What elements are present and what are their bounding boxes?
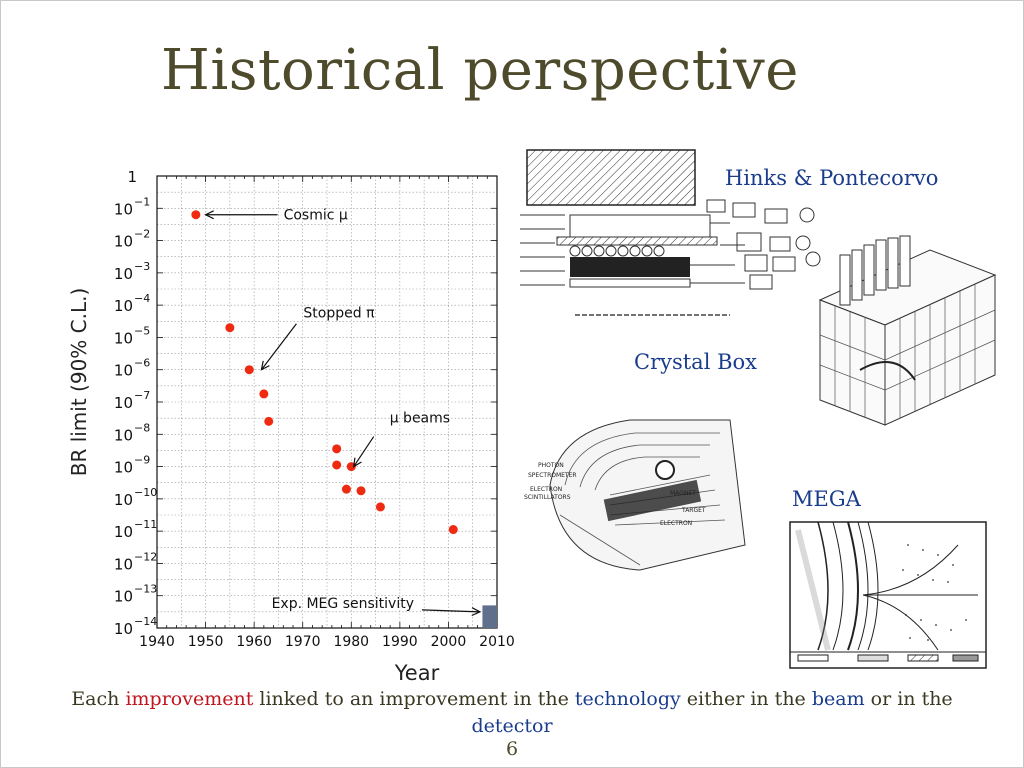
y-tick-label: 10 [113,200,133,219]
mega-label: MEGA [792,487,861,511]
annotation-label: μ beams [389,410,451,427]
data-point [357,486,366,495]
y-tick-label: 10 [113,232,133,251]
annotation-arrow [354,437,374,467]
y-tick-exponent: −6 [134,356,151,370]
y-tick-exponent: −13 [134,582,158,596]
y-tick-exponent: −1 [134,195,151,209]
y-tick-label: 10 [113,394,133,412]
x-tick-label: 1980 [333,634,370,650]
chart-grid [157,176,497,628]
annotations [206,208,480,616]
caption-part-2: linked to an improvement in the [253,688,575,710]
x-tick-label: 1940 [139,634,175,650]
crystal-box-detector-image [520,395,765,580]
crystal-box-label: Crystal Box [634,350,758,374]
y-tick-exponent: −11 [134,518,158,532]
y-tick-exponent: −7 [134,389,151,402]
mega-event-display-image [788,520,988,670]
svg-text:ELECTRON: ELECTRON [530,486,563,493]
annotation-label: Stopped π [303,305,375,322]
annotation-arrow [261,324,296,370]
svg-text:TARGET: TARGET [682,507,706,514]
data-point [342,485,351,494]
svg-text:SPECTROMETER: SPECTROMETER [528,472,577,479]
y-tick-label: 10 [113,297,133,316]
y-tick-label: 10 [113,490,133,509]
y-tick-label: 10 [113,620,133,638]
x-tick-label: 2000 [430,634,467,650]
y-tick-exponent: −5 [134,324,151,338]
caption-part-4: or in the [864,688,953,710]
y-tick-exponent: −8 [134,421,151,435]
y-tick-exponent: −2 [134,227,151,241]
data-point [376,502,385,511]
y-tick-exponent: −3 [134,259,151,273]
y-tick-label: 10 [113,458,133,477]
br-limit-chart [60,160,515,690]
y-tick-exponent: −9 [134,453,151,467]
data-point [245,365,254,374]
annotation-label: Exp. MEG sensitivity [271,595,414,612]
svg-text:SCINTILLATORS: SCINTILLATORS [524,494,571,501]
caption-beam: beam [811,688,865,710]
svg-text:ELECTRON: ELECTRON [660,520,693,527]
slide-title: Historical perspective [161,38,799,103]
data-point [225,323,234,332]
mega-detector-3d-image [780,230,1020,470]
y-tick-label: 1 [127,168,137,186]
slide-caption [60,686,964,740]
data-point [449,525,458,534]
x-tick-labels [139,634,515,650]
annotation-label: Cosmic μ [283,207,348,224]
x-tick-label: 1950 [187,634,224,650]
data-point [191,210,200,219]
annotation-arrowhead [354,458,362,467]
caption-part-3: either in the [680,688,812,710]
y-tick-exponent: −14 [134,615,158,628]
svg-text:MAGNET: MAGNET [670,490,696,497]
svg-text:PHOTON: PHOTON [538,462,564,469]
x-tick-label: 2010 [479,634,515,650]
y-tick-label: 10 [113,555,133,574]
y-tick-label: 10 [113,264,133,283]
data-point [332,444,341,453]
y-tick-exponent: −4 [134,292,151,306]
x-tick-label: 1960 [236,634,272,650]
y-tick-label: 10 [113,523,133,542]
y-tick-exponent: −12 [134,550,158,564]
caption-improvement: improvement [125,688,254,710]
meg-sensitivity-band [482,605,497,628]
caption-technology: technology [574,688,681,710]
y-tick-label: 10 [113,587,133,606]
data-point [332,460,341,469]
data-point [259,389,268,398]
y-tick-label: 10 [113,426,133,445]
y-axis-label: BR limit (90% C.L.) [67,287,91,477]
caption-part-1: Each [71,688,126,710]
x-tick-label: 1970 [284,634,321,650]
x-tick-label: 1990 [382,634,418,650]
x-axis-label: Year [394,661,440,685]
y-tick-labels [114,168,157,638]
data-point [264,417,273,426]
y-tick-exponent: −10 [134,485,158,499]
y-tick-label: 10 [113,361,133,380]
caption-detector: detector [471,715,553,737]
hinks-pontecorvo-label: Hinks & Pontecorvo [725,166,939,190]
page-number: 6 [505,738,519,760]
y-tick-label: 10 [113,329,133,348]
